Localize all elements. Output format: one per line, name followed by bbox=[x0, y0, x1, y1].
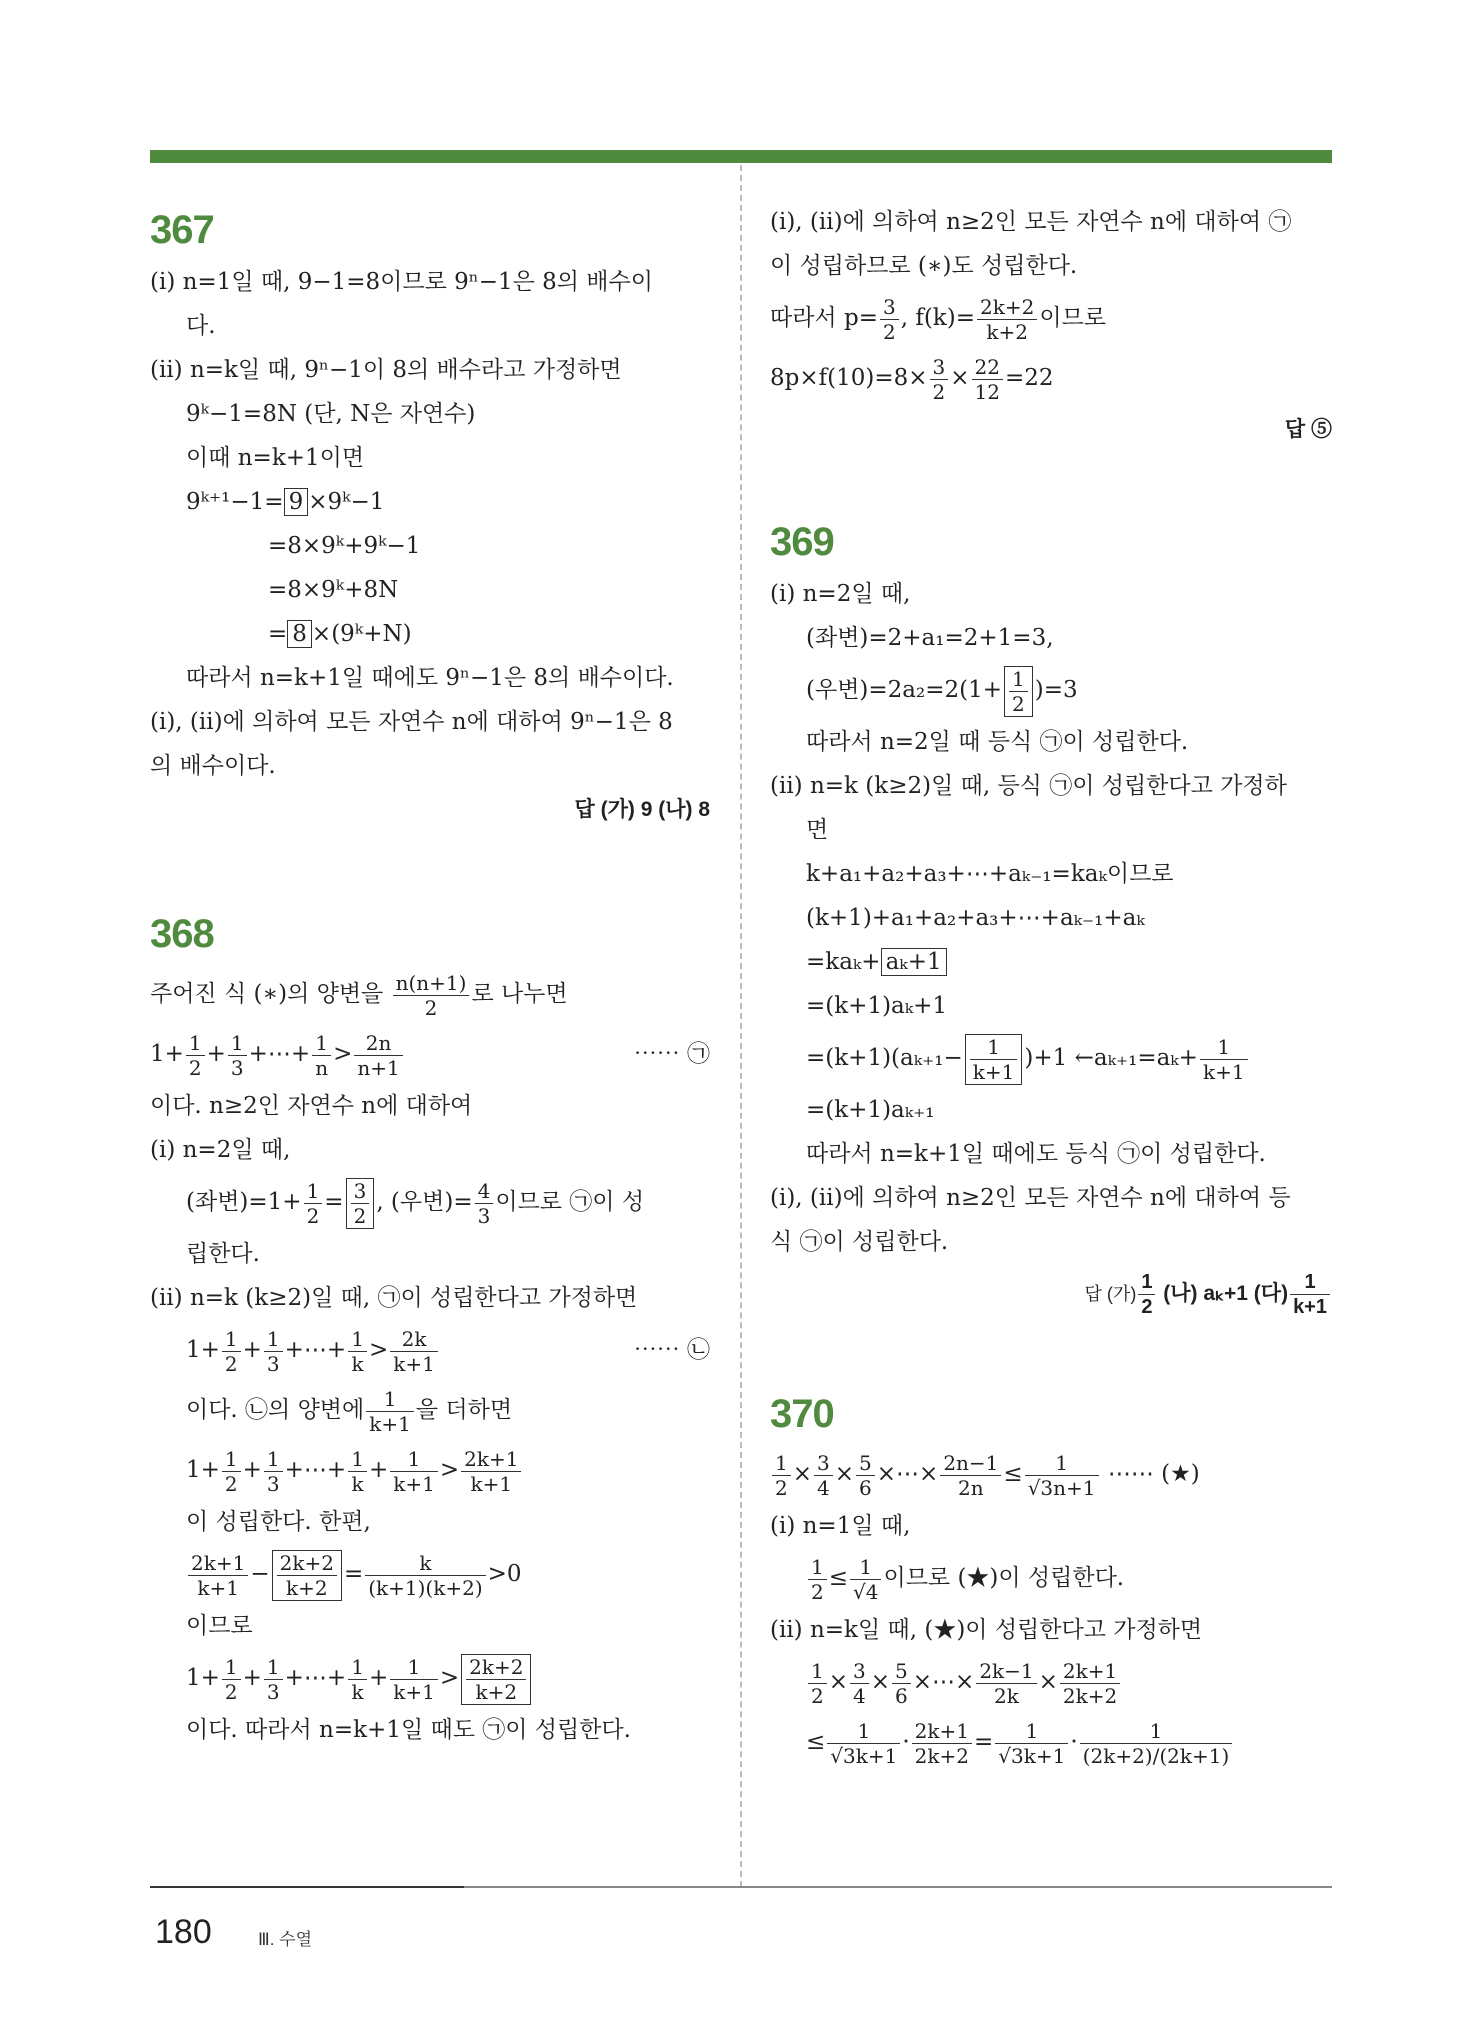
fraction bbox=[977, 295, 1037, 344]
top-rule bbox=[150, 150, 1332, 163]
denominator: k bbox=[351, 1351, 364, 1376]
expr-text: = bbox=[324, 1189, 344, 1215]
solution-line bbox=[150, 964, 710, 1024]
solution-line: (ⅱ) n=k일 때, (★)이 성립한다고 가정하면 bbox=[770, 1617, 1203, 1643]
numerator: 1 bbox=[222, 1447, 241, 1472]
denominator: 2 bbox=[811, 1579, 824, 1604]
expr-text: 이므로 bbox=[1039, 305, 1106, 331]
spacer bbox=[770, 1324, 1332, 1384]
expr-text: 주어진 식 (∗)의 양변을 bbox=[150, 981, 384, 1007]
denominator: √3n+1 bbox=[1027, 1475, 1096, 1500]
fraction bbox=[1138, 1270, 1155, 1319]
solution-line: (ⅰ) n=2일 때, bbox=[770, 581, 911, 607]
denominator: 2 bbox=[306, 1203, 320, 1228]
fraction bbox=[461, 1447, 521, 1496]
fraction bbox=[772, 1451, 791, 1500]
expr-text: (좌변)=1+ bbox=[186, 1189, 302, 1215]
numerator: 4 bbox=[475, 1179, 494, 1204]
solution-line: 이다. 따라서 n=k+1일 때도 ㉠이 성립한다. bbox=[186, 1717, 631, 1743]
denominator: 2 bbox=[932, 379, 946, 404]
denominator: (2k+2)/(2k+1) bbox=[1082, 1743, 1230, 1768]
problem-number-369: 369 bbox=[770, 520, 834, 564]
expr-text: + bbox=[242, 1457, 262, 1483]
fraction bbox=[366, 1387, 414, 1436]
denominator: k+2 bbox=[475, 1679, 518, 1704]
left-column bbox=[150, 200, 710, 1752]
solution-line: (ⅰ), (ⅱ)에 의하여 모든 자연수 n에 대하여 9ⁿ−1은 8 bbox=[150, 709, 673, 735]
problem-number-367: 367 bbox=[150, 208, 214, 252]
fraction bbox=[264, 1655, 283, 1704]
numerator: 1 bbox=[186, 1031, 205, 1056]
solution-line: (ⅰ) n=1일 때, bbox=[770, 1513, 911, 1539]
expr-text: 1+ bbox=[186, 1337, 220, 1363]
fraction bbox=[186, 1031, 205, 1080]
numerator: 1 bbox=[1200, 1035, 1248, 1060]
numerator: 1 bbox=[850, 1555, 881, 1580]
solution-line: 따라서 n=k+1일 때에도 9ⁿ−1은 8의 배수이다. bbox=[186, 665, 674, 691]
expr-text: + bbox=[368, 1665, 389, 1691]
solution-line: =8×9ᵏ+8N bbox=[268, 577, 399, 603]
fraction bbox=[312, 1031, 331, 1080]
expr-text: ≤ bbox=[828, 1565, 849, 1591]
expr-text: > bbox=[368, 1337, 389, 1363]
fraction bbox=[972, 355, 1003, 404]
denominator: 2 bbox=[188, 1055, 202, 1080]
right-column bbox=[770, 200, 1332, 1772]
answer-line bbox=[770, 1264, 1332, 1324]
fraction bbox=[475, 1179, 494, 1228]
denominator: k+1 bbox=[1293, 1295, 1327, 1318]
solution-line bbox=[150, 1172, 710, 1232]
expr-text: − bbox=[250, 1561, 270, 1587]
numerator: 1 bbox=[808, 1555, 827, 1580]
denominator: k+1 bbox=[470, 1471, 513, 1496]
numerator: 1 bbox=[304, 1179, 323, 1204]
expr-text: ≤ bbox=[1003, 1461, 1023, 1487]
denominator: k+1 bbox=[393, 1471, 435, 1496]
solution-line: 따라서 n=k+1일 때에도 등식 ㉠이 성립한다. bbox=[806, 1141, 1266, 1167]
solution-line bbox=[770, 1444, 1332, 1504]
denominator: k+1 bbox=[393, 1679, 435, 1704]
numerator: 2k+1 bbox=[461, 1447, 521, 1472]
expr-text: × bbox=[870, 1669, 891, 1695]
fraction bbox=[222, 1655, 241, 1704]
numerator: 3 bbox=[814, 1451, 833, 1476]
fraction bbox=[393, 971, 470, 1020]
numerator: 1 bbox=[222, 1327, 241, 1352]
denominator: 3 bbox=[477, 1203, 491, 1228]
fraction bbox=[930, 355, 949, 404]
fraction bbox=[856, 1451, 875, 1500]
expr-text: × bbox=[834, 1461, 855, 1487]
numerator: 1 bbox=[1025, 1451, 1099, 1476]
fraction bbox=[264, 1447, 283, 1496]
denominator: 3 bbox=[266, 1679, 280, 1704]
denominator: k+1 bbox=[369, 1411, 411, 1436]
fraction bbox=[1200, 1035, 1248, 1084]
expr-text: = bbox=[974, 1729, 994, 1755]
expr-text: + bbox=[242, 1337, 262, 1363]
denominator: 3 bbox=[266, 1351, 280, 1376]
fraction bbox=[912, 1719, 972, 1768]
fraction bbox=[814, 1451, 833, 1500]
answer-box-ga bbox=[346, 1178, 375, 1229]
expr-text: ×⋯× bbox=[876, 1461, 939, 1487]
expr-text: 이므로 (★)이 성립한다. bbox=[883, 1565, 1125, 1591]
numerator: 2n−1 bbox=[940, 1451, 1001, 1476]
answer-box-ga bbox=[1004, 666, 1033, 717]
equation-tag: ⋯⋯ ㉠ bbox=[633, 1041, 710, 1067]
expr-text: ≤ bbox=[806, 1729, 826, 1755]
numerator: 1 bbox=[228, 1031, 247, 1056]
denominator: 2 bbox=[1141, 1295, 1153, 1318]
numerator: 1 bbox=[995, 1719, 1068, 1744]
solution-line: =8×9ᵏ+9ᵏ−1 bbox=[268, 533, 421, 559]
denominator: k+2 bbox=[285, 1575, 328, 1600]
denominator: k+1 bbox=[393, 1351, 435, 1376]
denominator: 4 bbox=[817, 1475, 830, 1500]
expr-text: = bbox=[343, 1561, 364, 1587]
expr-text: × bbox=[792, 1461, 813, 1487]
fraction bbox=[188, 1551, 248, 1600]
denominator: k+1 bbox=[972, 1059, 1015, 1084]
expr-text: , (우변)= bbox=[376, 1189, 473, 1215]
answer-box-ga: 9 bbox=[284, 488, 309, 516]
numerator: 22 bbox=[972, 355, 1003, 380]
expr-text: ×9ᵏ−1 bbox=[308, 489, 385, 515]
solution-line bbox=[770, 660, 1332, 720]
fraction bbox=[390, 1655, 438, 1704]
expr-text: × bbox=[828, 1669, 849, 1695]
numerator: 1 bbox=[264, 1655, 283, 1680]
solution-line: 9ᵏ−1=8N (단, N은 자연수) bbox=[186, 401, 476, 427]
fraction bbox=[850, 1659, 869, 1708]
expr-text: >0 bbox=[487, 1561, 522, 1587]
numerator: 1 bbox=[1138, 1270, 1155, 1295]
solution-line bbox=[150, 1320, 710, 1380]
denominator: 2 bbox=[811, 1683, 824, 1708]
numerator: 1 bbox=[348, 1447, 367, 1472]
solution-line: 면 bbox=[806, 817, 829, 843]
solution-line bbox=[770, 1548, 1332, 1608]
denominator: 3 bbox=[230, 1055, 244, 1080]
fraction bbox=[850, 1555, 881, 1604]
fraction bbox=[808, 1659, 827, 1708]
numerator: n(n+1) bbox=[393, 971, 470, 996]
solution-line bbox=[150, 1544, 710, 1604]
answer-box-na: aₖ+1 bbox=[881, 948, 947, 976]
denominator: 4 bbox=[853, 1683, 866, 1708]
answer-line: 답 (가) 9 (나) 8 bbox=[574, 798, 710, 821]
numerator: 2k+1 bbox=[912, 1719, 972, 1744]
numerator: 1 bbox=[1290, 1270, 1330, 1295]
solution-line: =(k+1)aₖ+1 bbox=[806, 993, 948, 1019]
denominator: n+1 bbox=[357, 1055, 400, 1080]
solution-line: 따라서 n=2일 때 등식 ㉠이 성립한다. bbox=[806, 729, 1189, 755]
numerator: 1 bbox=[366, 1387, 414, 1412]
numerator: 1 bbox=[312, 1031, 331, 1056]
expr-text: × bbox=[950, 365, 970, 391]
expr-text: · bbox=[902, 1729, 910, 1755]
fraction bbox=[808, 1555, 827, 1604]
denominator: 6 bbox=[895, 1683, 908, 1708]
equation-tag: ⋯⋯ (★) bbox=[1107, 1461, 1200, 1487]
expr-text: 따라서 p= bbox=[770, 305, 878, 331]
solution-line bbox=[150, 1380, 710, 1440]
numerator: 1 bbox=[264, 1327, 283, 1352]
denominator: 6 bbox=[859, 1475, 872, 1500]
numerator: 1 bbox=[390, 1447, 438, 1472]
numerator: 2k+2 bbox=[466, 1655, 526, 1680]
numerator: 1 bbox=[264, 1447, 283, 1472]
numerator: 3 bbox=[930, 355, 949, 380]
denominator: k+1 bbox=[197, 1575, 239, 1600]
solution-line bbox=[770, 1712, 1332, 1772]
fraction bbox=[1060, 1659, 1120, 1708]
denominator: k+2 bbox=[986, 319, 1028, 344]
expr-text: · bbox=[1070, 1729, 1078, 1755]
denominator: k+1 bbox=[1202, 1059, 1245, 1084]
numerator: 3 bbox=[880, 295, 899, 320]
fraction bbox=[228, 1031, 247, 1080]
denominator: 12 bbox=[974, 379, 1000, 404]
solution-line: 이때 n=k+1이면 bbox=[186, 445, 365, 471]
equation-tag: ⋯⋯ ㉡ bbox=[633, 1337, 710, 1363]
denominator: 2 bbox=[775, 1475, 788, 1500]
fraction bbox=[264, 1327, 283, 1376]
numerator: 1 bbox=[827, 1719, 900, 1744]
page-number: 180 bbox=[155, 1913, 212, 1951]
solution-line: 이 성립하므로 (∗)도 성립한다. bbox=[770, 253, 1078, 279]
denominator: 2k bbox=[994, 1683, 1019, 1708]
solution-line: 이다. n≥2인 자연수 n에 대하여 bbox=[150, 1093, 473, 1119]
solution-line: (ⅰ) n=1일 때, 9−1=8이므로 9ⁿ−1은 8의 배수이 bbox=[150, 269, 653, 295]
expr-text: +⋯+ bbox=[248, 1041, 311, 1067]
expr-text: = bbox=[268, 621, 288, 647]
expr-text: =22 bbox=[1005, 365, 1054, 391]
numerator: 2k+1 bbox=[188, 1551, 248, 1576]
fraction bbox=[348, 1655, 367, 1704]
denominator: 2 bbox=[882, 319, 896, 344]
solution-line: 다. bbox=[186, 313, 216, 339]
numerator: 5 bbox=[856, 1451, 875, 1476]
numerator: 3 bbox=[351, 1179, 370, 1204]
numerator: 1 bbox=[222, 1655, 241, 1680]
solution-line: =(k+1)aₖ₊₁ bbox=[806, 1097, 935, 1123]
expr-text: =kaₖ+ bbox=[806, 949, 881, 975]
denominator: 2n bbox=[958, 1475, 984, 1500]
denominator: 2k+2 bbox=[914, 1743, 969, 1768]
solution-line: k+a₁+a₂+a₃+⋯+aₖ₋₁=kaₖ이므로 bbox=[806, 861, 1174, 887]
expr-text: 1+ bbox=[186, 1457, 220, 1483]
expr-text: )+1 ←aₖ₊₁=aₖ+ bbox=[1024, 1045, 1198, 1071]
answer-box-na bbox=[272, 1550, 342, 1601]
solution-line bbox=[150, 480, 710, 524]
denominator: √3k+1 bbox=[830, 1743, 898, 1768]
solution-line: 의 배수이다. bbox=[150, 753, 276, 779]
fraction bbox=[880, 295, 899, 344]
numerator: 1 bbox=[1080, 1719, 1233, 1744]
fraction bbox=[827, 1719, 900, 1768]
denominator: 2 bbox=[224, 1471, 238, 1496]
answer-box-da bbox=[965, 1034, 1023, 1085]
expr-text: 로 나누면 bbox=[471, 981, 568, 1007]
fraction bbox=[390, 1447, 438, 1496]
fraction bbox=[1025, 1451, 1099, 1500]
denominator: 3 bbox=[266, 1471, 280, 1496]
numerator: 1 bbox=[970, 1035, 1018, 1060]
answer-line: 답 ⑤ bbox=[1284, 418, 1332, 441]
numerator: 2k−1 bbox=[976, 1659, 1036, 1684]
expr-text: + bbox=[242, 1665, 262, 1691]
solution-line: (ⅰ), (ⅱ)에 의하여 n≥2인 모든 자연수 n에 대하여 등 bbox=[770, 1185, 1291, 1211]
solution-line bbox=[150, 1440, 710, 1500]
footer-rule-accent bbox=[150, 1886, 464, 1888]
denominator: √4 bbox=[853, 1579, 879, 1604]
solution-line: (k+1)+a₁+a₂+a₃+⋯+aₖ₋₁+aₖ bbox=[806, 905, 1145, 931]
solution-line: (ⅱ) n=k (k≥2)일 때, 등식 ㉠이 성립한다고 가정하 bbox=[770, 773, 1287, 799]
solution-line: 이 성립한다. 한편, bbox=[186, 1509, 371, 1535]
expr-text: +⋯+ bbox=[284, 1337, 347, 1363]
denominator: (k+1)(k+2) bbox=[368, 1575, 483, 1600]
solution-line: 식 ㉠이 성립한다. bbox=[770, 1229, 949, 1255]
fraction bbox=[222, 1447, 241, 1496]
problem-number-368: 368 bbox=[150, 912, 214, 956]
fraction bbox=[348, 1447, 367, 1496]
numerator: 2n bbox=[354, 1031, 402, 1056]
solution-line bbox=[770, 348, 1332, 408]
denominator: 2k+2 bbox=[1062, 1683, 1118, 1708]
answer-box-da bbox=[461, 1654, 531, 1705]
fraction bbox=[222, 1327, 241, 1376]
denominator: √3k+1 bbox=[998, 1743, 1066, 1768]
expr-text: > bbox=[439, 1457, 460, 1483]
fraction bbox=[354, 1031, 402, 1080]
answer-box-na: 8 bbox=[287, 620, 312, 648]
expr-text: > bbox=[439, 1665, 460, 1691]
expr-text: +⋯+ bbox=[284, 1665, 347, 1691]
numerator: 2k bbox=[390, 1327, 438, 1352]
solution-line: 이므로 bbox=[186, 1613, 253, 1639]
expr-text: + bbox=[368, 1457, 389, 1483]
expr-text: , f(k)= bbox=[900, 305, 975, 331]
fraction bbox=[390, 1327, 438, 1376]
expr-text: ×⋯× bbox=[912, 1669, 975, 1695]
denominator: n bbox=[315, 1055, 329, 1080]
fraction bbox=[1290, 1270, 1330, 1319]
numerator: 1 bbox=[1009, 667, 1028, 692]
numerator: k bbox=[365, 1551, 485, 1576]
expr-text: × bbox=[1038, 1669, 1058, 1695]
expr-text: 을 더하면 bbox=[415, 1397, 513, 1423]
solution-line: (ⅱ) n=k일 때, 9ⁿ−1이 8의 배수라고 가정하면 bbox=[150, 357, 622, 383]
answer-label: 답 (가) bbox=[1084, 1284, 1137, 1304]
numerator: 2k+2 bbox=[277, 1551, 337, 1576]
solution-line bbox=[770, 940, 1332, 984]
column-divider bbox=[740, 165, 742, 1887]
solution-line bbox=[770, 1652, 1332, 1712]
solution-line: (ⅰ), (ⅱ)에 의하여 n≥2인 모든 자연수 n에 대하여 ㉠ bbox=[770, 209, 1292, 235]
fraction bbox=[976, 1659, 1036, 1708]
expr-text: =(k+1)(aₖ₊₁− bbox=[806, 1045, 963, 1071]
numerator: 3 bbox=[850, 1659, 869, 1684]
numerator: 1 bbox=[808, 1659, 827, 1684]
denominator: k bbox=[351, 1679, 364, 1704]
expr-text: 8p×f(10)=8× bbox=[770, 365, 928, 391]
denominator: 2 bbox=[224, 1679, 238, 1704]
spacer bbox=[150, 832, 710, 904]
expr-text: 1+ bbox=[186, 1665, 220, 1691]
denominator: 2 bbox=[224, 1351, 238, 1376]
solution-line bbox=[770, 1028, 1332, 1088]
answer-label: (나) aₖ+1 (다) bbox=[1163, 1282, 1289, 1305]
denominator: 2 bbox=[1012, 691, 1025, 716]
expr-text: )=3 bbox=[1034, 677, 1078, 703]
expr-text: 9ᵏ⁺¹−1= bbox=[186, 489, 284, 515]
numerator: 1 bbox=[348, 1655, 367, 1680]
expr-text: + bbox=[206, 1041, 226, 1067]
numerator: 2k+1 bbox=[1060, 1659, 1120, 1684]
solution-line: (좌변)=2+a₁=2+1=3, bbox=[806, 625, 1054, 651]
solution-line: 립한다. bbox=[186, 1241, 260, 1267]
solution-line bbox=[770, 288, 1332, 348]
numerator: 5 bbox=[892, 1659, 911, 1684]
fraction bbox=[940, 1451, 1001, 1500]
denominator: 2 bbox=[424, 995, 438, 1020]
expr-text: 1+ bbox=[150, 1041, 184, 1067]
expr-text: > bbox=[333, 1041, 353, 1067]
expr-text: 이다. ㉡의 양변에 bbox=[186, 1397, 365, 1423]
denominator: k bbox=[351, 1471, 364, 1496]
fraction bbox=[995, 1719, 1068, 1768]
solution-line bbox=[150, 1648, 710, 1708]
fraction bbox=[892, 1659, 911, 1708]
solution-line bbox=[150, 1024, 710, 1084]
fraction bbox=[348, 1327, 367, 1376]
numerator: 2k+2 bbox=[977, 295, 1037, 320]
solution-line: (ⅱ) n=k (k≥2)일 때, ㉠이 성립한다고 가정하면 bbox=[150, 1285, 638, 1311]
fraction bbox=[365, 1551, 485, 1600]
chapter-label: Ⅲ. 수열 bbox=[258, 1930, 313, 1949]
denominator: 2 bbox=[353, 1203, 367, 1228]
expr-text: ×(9ᵏ+N) bbox=[311, 621, 412, 647]
solution-line: (ⅰ) n=2일 때, bbox=[150, 1137, 291, 1163]
fraction bbox=[304, 1179, 323, 1228]
problem-number-370: 370 bbox=[770, 1392, 834, 1436]
solution-line bbox=[150, 612, 710, 656]
numerator: 1 bbox=[390, 1655, 438, 1680]
spacer bbox=[770, 452, 1332, 512]
numerator: 1 bbox=[348, 1327, 367, 1352]
numerator: 1 bbox=[772, 1451, 791, 1476]
fraction bbox=[1080, 1719, 1233, 1768]
expr-text: (우변)=2a₂=2(1+ bbox=[806, 677, 1003, 703]
expr-text: +⋯+ bbox=[284, 1457, 347, 1483]
expr-text: 이므로 ㉠이 성 bbox=[495, 1189, 645, 1215]
